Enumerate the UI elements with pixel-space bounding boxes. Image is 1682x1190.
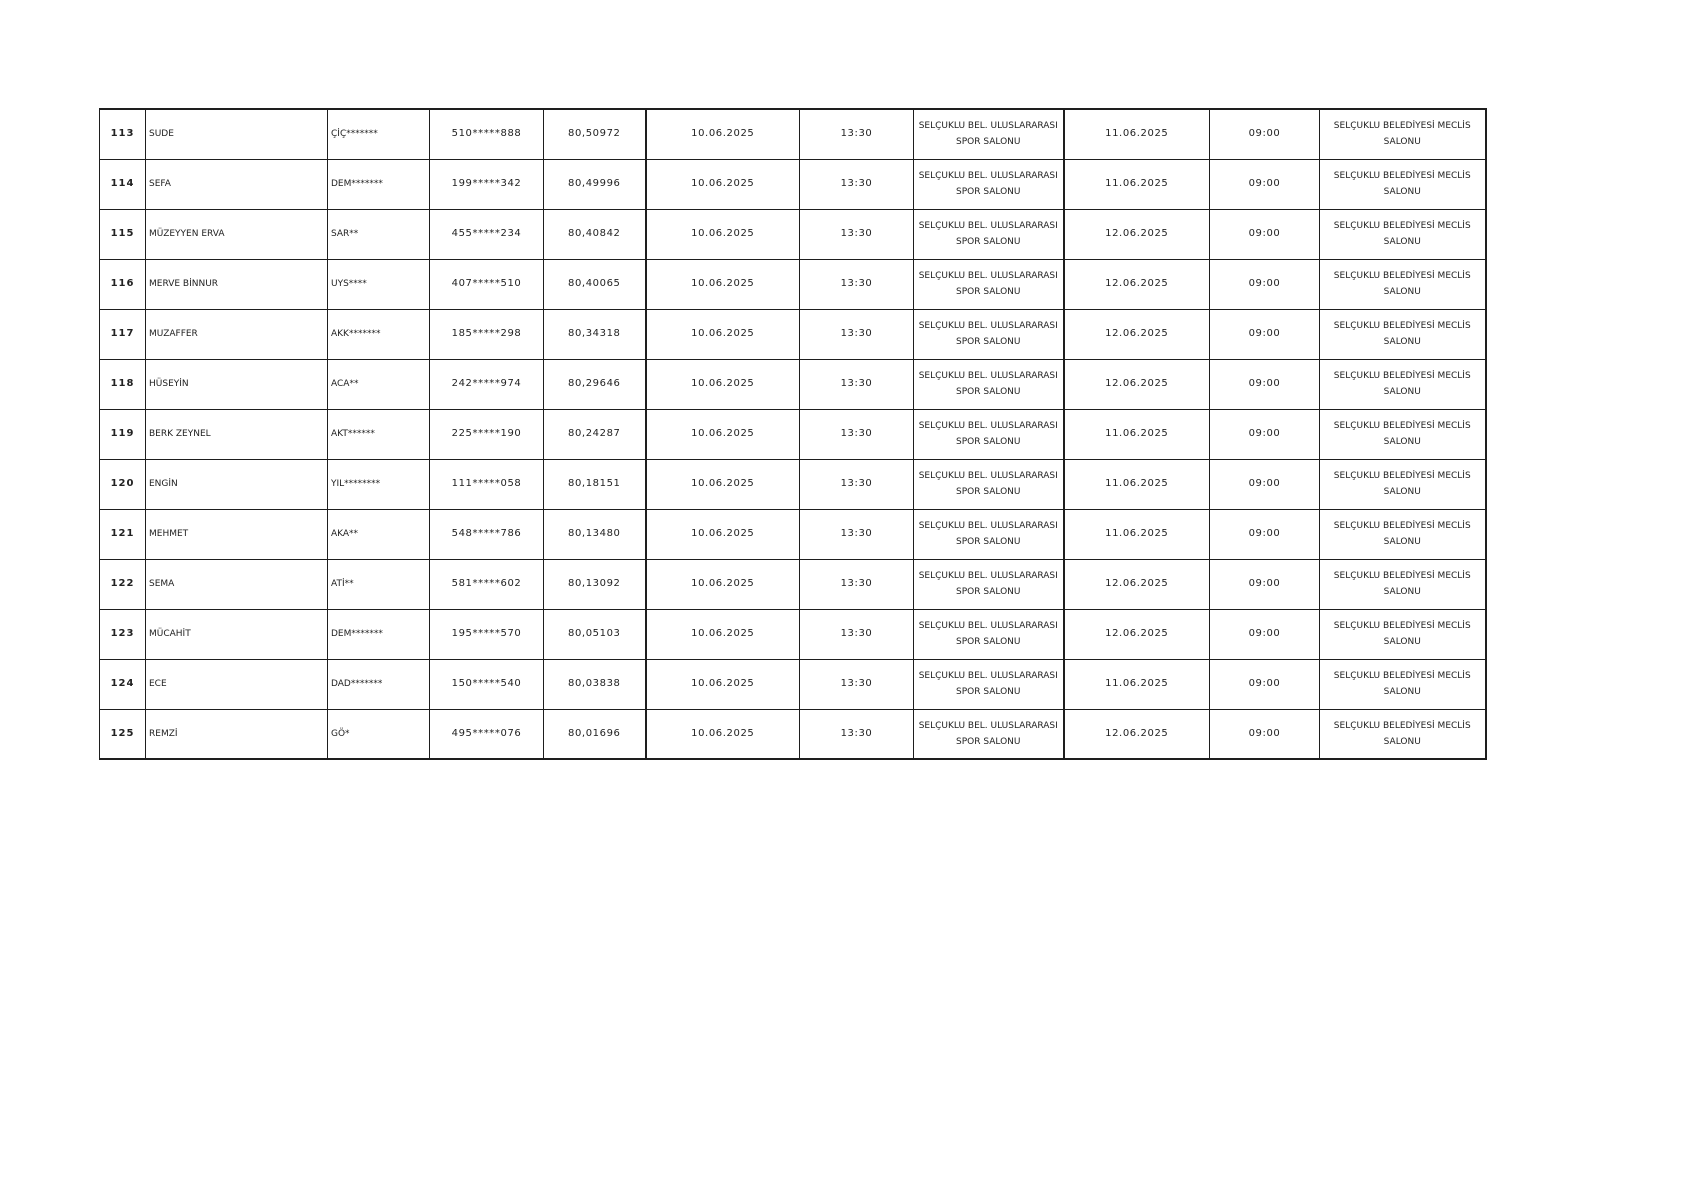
table-row xyxy=(100,509,1486,559)
second-exam-venue-cell: SELÇUKLU BELEDİYESİ MECLİS SALONU xyxy=(1320,359,1486,409)
row-number-cell: 115 xyxy=(100,209,146,259)
table-row xyxy=(100,159,1486,209)
surname-cell: DEM******* xyxy=(328,159,430,209)
first-exam-time-cell: 13:30 xyxy=(800,259,914,309)
first-exam-date-cell: 10.06.2025 xyxy=(646,209,800,259)
first-exam-date-cell: 10.06.2025 xyxy=(646,309,800,359)
first-exam-time-cell: 13:30 xyxy=(800,459,914,509)
first-exam-date-cell: 10.06.2025 xyxy=(646,159,800,209)
second-exam-time-cell: 09:00 xyxy=(1210,159,1320,209)
name-cell: SEMA xyxy=(146,559,328,609)
id-number-cell: 185*****298 xyxy=(430,309,544,359)
name-cell: MÜZEYYEN ERVA xyxy=(146,209,328,259)
name-cell: ECE xyxy=(146,659,328,709)
first-exam-date-cell: 10.06.2025 xyxy=(646,709,800,759)
first-exam-venue-cell: SELÇUKLU BEL. ULUSLARARASI SPOR SALONU xyxy=(914,659,1064,709)
id-number-cell: 242*****974 xyxy=(430,359,544,409)
score-cell: 80,03838 xyxy=(544,659,646,709)
surname-cell: SAR** xyxy=(328,209,430,259)
second-exam-date-cell: 12.06.2025 xyxy=(1064,209,1210,259)
table-row xyxy=(100,259,1486,309)
table-row xyxy=(100,709,1486,759)
second-exam-date-cell: 11.06.2025 xyxy=(1064,459,1210,509)
first-exam-venue-cell: SELÇUKLU BEL. ULUSLARARASI SPOR SALONU xyxy=(914,359,1064,409)
id-number-cell: 195*****570 xyxy=(430,609,544,659)
id-number-cell: 225*****190 xyxy=(430,409,544,459)
id-number-cell: 581*****602 xyxy=(430,559,544,609)
first-exam-time-cell: 13:30 xyxy=(800,209,914,259)
first-exam-time-cell: 13:30 xyxy=(800,309,914,359)
second-exam-time-cell: 09:00 xyxy=(1210,259,1320,309)
table-row xyxy=(100,359,1486,409)
first-exam-date-cell: 10.06.2025 xyxy=(646,559,800,609)
second-exam-venue-cell: SELÇUKLU BELEDİYESİ MECLİS SALONU xyxy=(1320,609,1486,659)
row-number-cell: 120 xyxy=(100,459,146,509)
surname-cell: ACA** xyxy=(328,359,430,409)
score-cell: 80,49996 xyxy=(544,159,646,209)
second-exam-time-cell: 09:00 xyxy=(1210,359,1320,409)
second-exam-date-cell: 12.06.2025 xyxy=(1064,559,1210,609)
table-row xyxy=(100,559,1486,609)
first-exam-time-cell: 13:30 xyxy=(800,359,914,409)
second-exam-date-cell: 12.06.2025 xyxy=(1064,259,1210,309)
table-row xyxy=(100,109,1486,159)
first-exam-venue-cell: SELÇUKLU BEL. ULUSLARARASI SPOR SALONU xyxy=(914,409,1064,459)
row-number-cell: 122 xyxy=(100,559,146,609)
name-cell: SEFA xyxy=(146,159,328,209)
second-exam-venue-cell: SELÇUKLU BELEDİYESİ MECLİS SALONU xyxy=(1320,209,1486,259)
second-exam-venue-cell: SELÇUKLU BELEDİYESİ MECLİS SALONU xyxy=(1320,309,1486,359)
second-exam-venue-cell: SELÇUKLU BELEDİYESİ MECLİS SALONU xyxy=(1320,459,1486,509)
first-exam-time-cell: 13:30 xyxy=(800,659,914,709)
second-exam-venue-cell: SELÇUKLU BELEDİYESİ MECLİS SALONU xyxy=(1320,109,1486,159)
first-exam-venue-cell: SELÇUKLU BEL. ULUSLARARASI SPOR SALONU xyxy=(914,509,1064,559)
second-exam-date-cell: 12.06.2025 xyxy=(1064,609,1210,659)
first-exam-time-cell: 13:30 xyxy=(800,609,914,659)
second-exam-time-cell: 09:00 xyxy=(1210,559,1320,609)
id-number-cell: 495*****076 xyxy=(430,709,544,759)
first-exam-venue-cell: SELÇUKLU BEL. ULUSLARARASI SPOR SALONU xyxy=(914,559,1064,609)
row-number-cell: 125 xyxy=(100,709,146,759)
score-cell: 80,40065 xyxy=(544,259,646,309)
table-row xyxy=(100,459,1486,509)
first-exam-date-cell: 10.06.2025 xyxy=(646,659,800,709)
score-cell: 80,40842 xyxy=(544,209,646,259)
second-exam-venue-cell: SELÇUKLU BELEDİYESİ MECLİS SALONU xyxy=(1320,159,1486,209)
second-exam-time-cell: 09:00 xyxy=(1210,109,1320,159)
second-exam-venue-cell: SELÇUKLU BELEDİYESİ MECLİS SALONU xyxy=(1320,509,1486,559)
second-exam-time-cell: 09:00 xyxy=(1210,609,1320,659)
first-exam-venue-cell: SELÇUKLU BEL. ULUSLARARASI SPOR SALONU xyxy=(914,459,1064,509)
id-number-cell: 407*****510 xyxy=(430,259,544,309)
surname-cell: ÇİÇ******* xyxy=(328,109,430,159)
second-exam-time-cell: 09:00 xyxy=(1210,459,1320,509)
surname-cell: DEM******* xyxy=(328,609,430,659)
score-cell: 80,29646 xyxy=(544,359,646,409)
first-exam-date-cell: 10.06.2025 xyxy=(646,109,800,159)
table-row xyxy=(100,209,1486,259)
id-number-cell: 510*****888 xyxy=(430,109,544,159)
score-cell: 80,13480 xyxy=(544,509,646,559)
second-exam-time-cell: 09:00 xyxy=(1210,709,1320,759)
table-row xyxy=(100,409,1486,459)
second-exam-date-cell: 11.06.2025 xyxy=(1064,159,1210,209)
second-exam-venue-cell: SELÇUKLU BELEDİYESİ MECLİS SALONU xyxy=(1320,259,1486,309)
surname-cell: YIL******** xyxy=(328,459,430,509)
second-exam-date-cell: 11.06.2025 xyxy=(1064,509,1210,559)
name-cell: MUZAFFER xyxy=(146,309,328,359)
second-exam-time-cell: 09:00 xyxy=(1210,309,1320,359)
score-cell: 80,24287 xyxy=(544,409,646,459)
name-cell: MERVE BİNNUR xyxy=(146,259,328,309)
second-exam-date-cell: 12.06.2025 xyxy=(1064,709,1210,759)
first-exam-venue-cell: SELÇUKLU BEL. ULUSLARARASI SPOR SALONU xyxy=(914,209,1064,259)
id-number-cell: 199*****342 xyxy=(430,159,544,209)
first-exam-venue-cell: SELÇUKLU BEL. ULUSLARARASI SPOR SALONU xyxy=(914,609,1064,659)
name-cell: HÜSEYİN xyxy=(146,359,328,409)
id-number-cell: 455*****234 xyxy=(430,209,544,259)
first-exam-venue-cell: SELÇUKLU BEL. ULUSLARARASI SPOR SALONU xyxy=(914,309,1064,359)
second-exam-date-cell: 12.06.2025 xyxy=(1064,309,1210,359)
row-number-cell: 114 xyxy=(100,159,146,209)
second-exam-date-cell: 11.06.2025 xyxy=(1064,109,1210,159)
surname-cell: AKT****** xyxy=(328,409,430,459)
surname-cell: DAD******* xyxy=(328,659,430,709)
name-cell: SUDE xyxy=(146,109,328,159)
row-number-cell: 116 xyxy=(100,259,146,309)
row-number-cell: 118 xyxy=(100,359,146,409)
name-cell: ENGİN xyxy=(146,459,328,509)
first-exam-date-cell: 10.06.2025 xyxy=(646,409,800,459)
surname-cell: ATİ** xyxy=(328,559,430,609)
first-exam-date-cell: 10.06.2025 xyxy=(646,259,800,309)
second-exam-time-cell: 09:00 xyxy=(1210,509,1320,559)
table-row xyxy=(100,609,1486,659)
score-cell: 80,34318 xyxy=(544,309,646,359)
first-exam-time-cell: 13:30 xyxy=(800,509,914,559)
row-number-cell: 121 xyxy=(100,509,146,559)
row-number-cell: 124 xyxy=(100,659,146,709)
first-exam-date-cell: 10.06.2025 xyxy=(646,509,800,559)
first-exam-venue-cell: SELÇUKLU BEL. ULUSLARARASI SPOR SALONU xyxy=(914,259,1064,309)
first-exam-venue-cell: SELÇUKLU BEL. ULUSLARARASI SPOR SALONU xyxy=(914,109,1064,159)
first-exam-date-cell: 10.06.2025 xyxy=(646,459,800,509)
second-exam-time-cell: 09:00 xyxy=(1210,659,1320,709)
first-exam-time-cell: 13:30 xyxy=(800,559,914,609)
row-number-cell: 117 xyxy=(100,309,146,359)
surname-cell: AKK******* xyxy=(328,309,430,359)
second-exam-time-cell: 09:00 xyxy=(1210,209,1320,259)
score-cell: 80,01696 xyxy=(544,709,646,759)
second-exam-venue-cell: SELÇUKLU BELEDİYESİ MECLİS SALONU xyxy=(1320,709,1486,759)
second-exam-venue-cell: SELÇUKLU BELEDİYESİ MECLİS SALONU xyxy=(1320,409,1486,459)
surname-cell: UYS**** xyxy=(328,259,430,309)
row-number-cell: 113 xyxy=(100,109,146,159)
name-cell: REMZİ xyxy=(146,709,328,759)
first-exam-time-cell: 13:30 xyxy=(800,409,914,459)
first-exam-date-cell: 10.06.2025 xyxy=(646,609,800,659)
id-number-cell: 150*****540 xyxy=(430,659,544,709)
second-exam-venue-cell: SELÇUKLU BELEDİYESİ MECLİS SALONU xyxy=(1320,559,1486,609)
table-body xyxy=(100,109,1486,759)
table-row xyxy=(100,309,1486,359)
row-number-cell: 123 xyxy=(100,609,146,659)
id-number-cell: 111*****058 xyxy=(430,459,544,509)
first-exam-venue-cell: SELÇUKLU BEL. ULUSLARARASI SPOR SALONU xyxy=(914,159,1064,209)
name-cell: MEHMET xyxy=(146,509,328,559)
score-cell: 80,18151 xyxy=(544,459,646,509)
results-table xyxy=(99,108,1487,760)
second-exam-venue-cell: SELÇUKLU BELEDİYESİ MECLİS SALONU xyxy=(1320,659,1486,709)
score-cell: 80,13092 xyxy=(544,559,646,609)
name-cell: BERK ZEYNEL xyxy=(146,409,328,459)
first-exam-date-cell: 10.06.2025 xyxy=(646,359,800,409)
second-exam-time-cell: 09:00 xyxy=(1210,409,1320,459)
id-number-cell: 548*****786 xyxy=(430,509,544,559)
second-exam-date-cell: 11.06.2025 xyxy=(1064,409,1210,459)
surname-cell: AKA** xyxy=(328,509,430,559)
second-exam-date-cell: 11.06.2025 xyxy=(1064,659,1210,709)
table-row xyxy=(100,659,1486,709)
first-exam-time-cell: 13:30 xyxy=(800,709,914,759)
name-cell: MÜCAHİT xyxy=(146,609,328,659)
score-cell: 80,50972 xyxy=(544,109,646,159)
first-exam-venue-cell: SELÇUKLU BEL. ULUSLARARASI SPOR SALONU xyxy=(914,709,1064,759)
first-exam-time-cell: 13:30 xyxy=(800,109,914,159)
surname-cell: GÖ* xyxy=(328,709,430,759)
second-exam-date-cell: 12.06.2025 xyxy=(1064,359,1210,409)
score-cell: 80,05103 xyxy=(544,609,646,659)
first-exam-time-cell: 13:30 xyxy=(800,159,914,209)
row-number-cell: 119 xyxy=(100,409,146,459)
